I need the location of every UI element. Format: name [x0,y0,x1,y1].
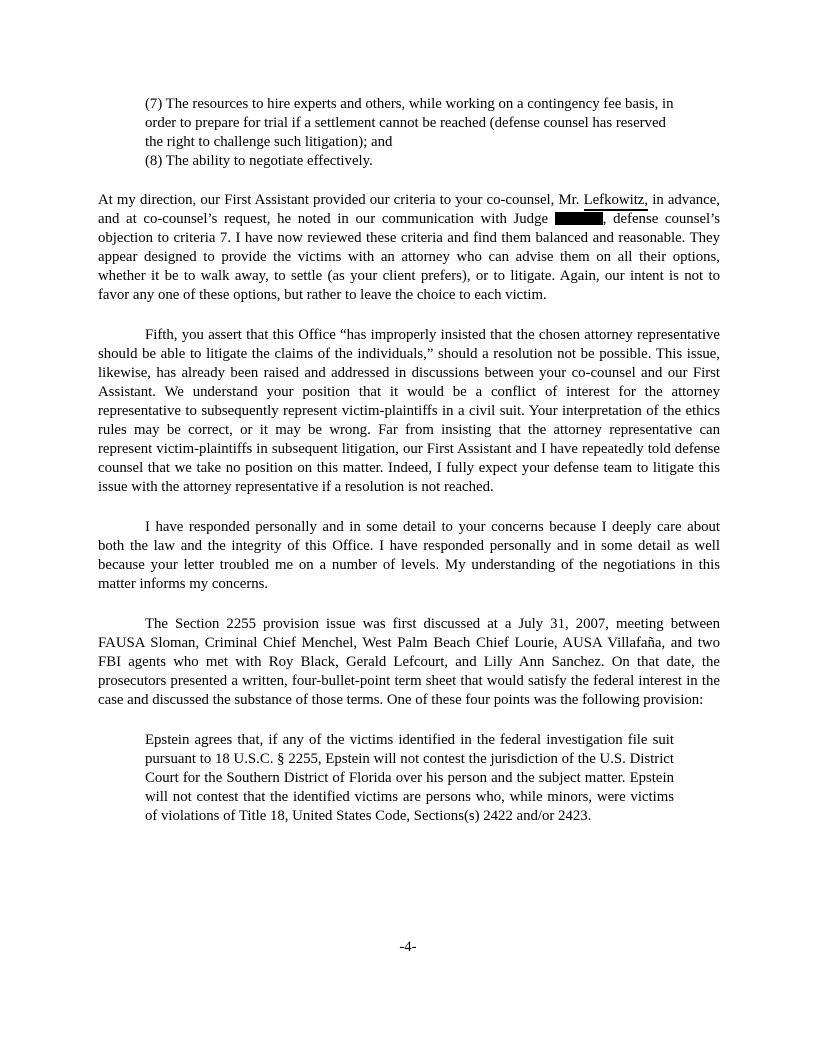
redaction-box [555,212,603,225]
list-item-8: (8) The ability to negotiate effectively. [145,153,373,169]
paragraph-direction-text-2: in advance, and at co-counsel’s request, he noted in our communication with Judge [98,192,721,227]
paragraph-fifth-assertion: Fifth, you assert that this Office “has improperly insisted that the chosen attorney representative should be able to litigate the claims of the individuals,” should a resolution not be possible. This issue, likewise, has already been raised and addressed in discussions between your co-counsel and our First Assistant. We understand your position that it would be a conflict of interest for the attorney representative to subsequently represent victim-plaintiffs in a civil suit. Your interpretation of the ethics rules may be correct, or it may be wrong. Far from insisting that the attorney representative can represent victim-plaintiffs in subsequent litigation, our First Assistant and I have repeatedly told defense counsel that we take no position on this matter. Indeed, I fully expect your defense team to litigate this issue with the attorney representative if a resolution is not reached. [98,327,720,495]
block-quote-provision: Epstein agrees that, if any of the victims identified in the federal investigation file suit pursuant to 18 U.S.C. § 2255, Epstein will not contest the jurisdiction of the U.S. District Court for the Southern District of Florida over his person and the subject matter. Epstein will not contest that the identified victims are persons who, while minors, were victims of violations of Title 18, United States Code, Sections(s) 2422 and/or 2423. [145,732,674,824]
list-item-7: (7) The resources to hire experts and others, while working on a contingency fee basis, in order to prepare for trial if a settlement cannot be reached (defense counsel has reserved the right to challenge such litigation); and [145,96,674,150]
paragraph-responded-personally: I have responded personally and in some detail to your concerns because I deeply care about both the law and the integrity of this Office. I have responded personally and in some detail as well because your letter troubled me on a number of levels. My understanding of the negotiations in this matter informs my concerns. [98,519,720,592]
paragraph-direction-text-1: At my direction, our First Assistant provided our criteria to your co-counsel, Mr. [98,192,584,208]
underlined-name: Lefkowitz, [584,192,649,211]
paragraph-section-2255-meeting: The Section 2255 provision issue was first discussed at a July 31, 2007, meeting between FAUSA Sloman, Criminal Chief Menchel, West Palm Beach Chief Lourie, AUSA Villafaña, and two FBI agents who met with Roy Black, Gerald Lefcourt, and Lilly Ann Sanchez. On that date, the prosecutors presented a written, four-bullet-point term sheet that would satisfy the federal interest in the case and discussed the substance of those terms. One of these four points was the following provision: [98,616,720,708]
page-number: -4- [399,939,417,955]
paragraph-direction [98,191,720,305]
paragraph-direction-text-3: , defense counsel’s objection to criteria 7. I have now reviewed these criteria and find them balanced and reasonable. They appear designed to provide the victims with an attorney who can advise them on all their options, whether it be to walk away, to settle (as your client prefers), or to litigate. Again, our intent is not to favor any one of these options, but rather to leave the choice to each victim. [98,211,721,303]
